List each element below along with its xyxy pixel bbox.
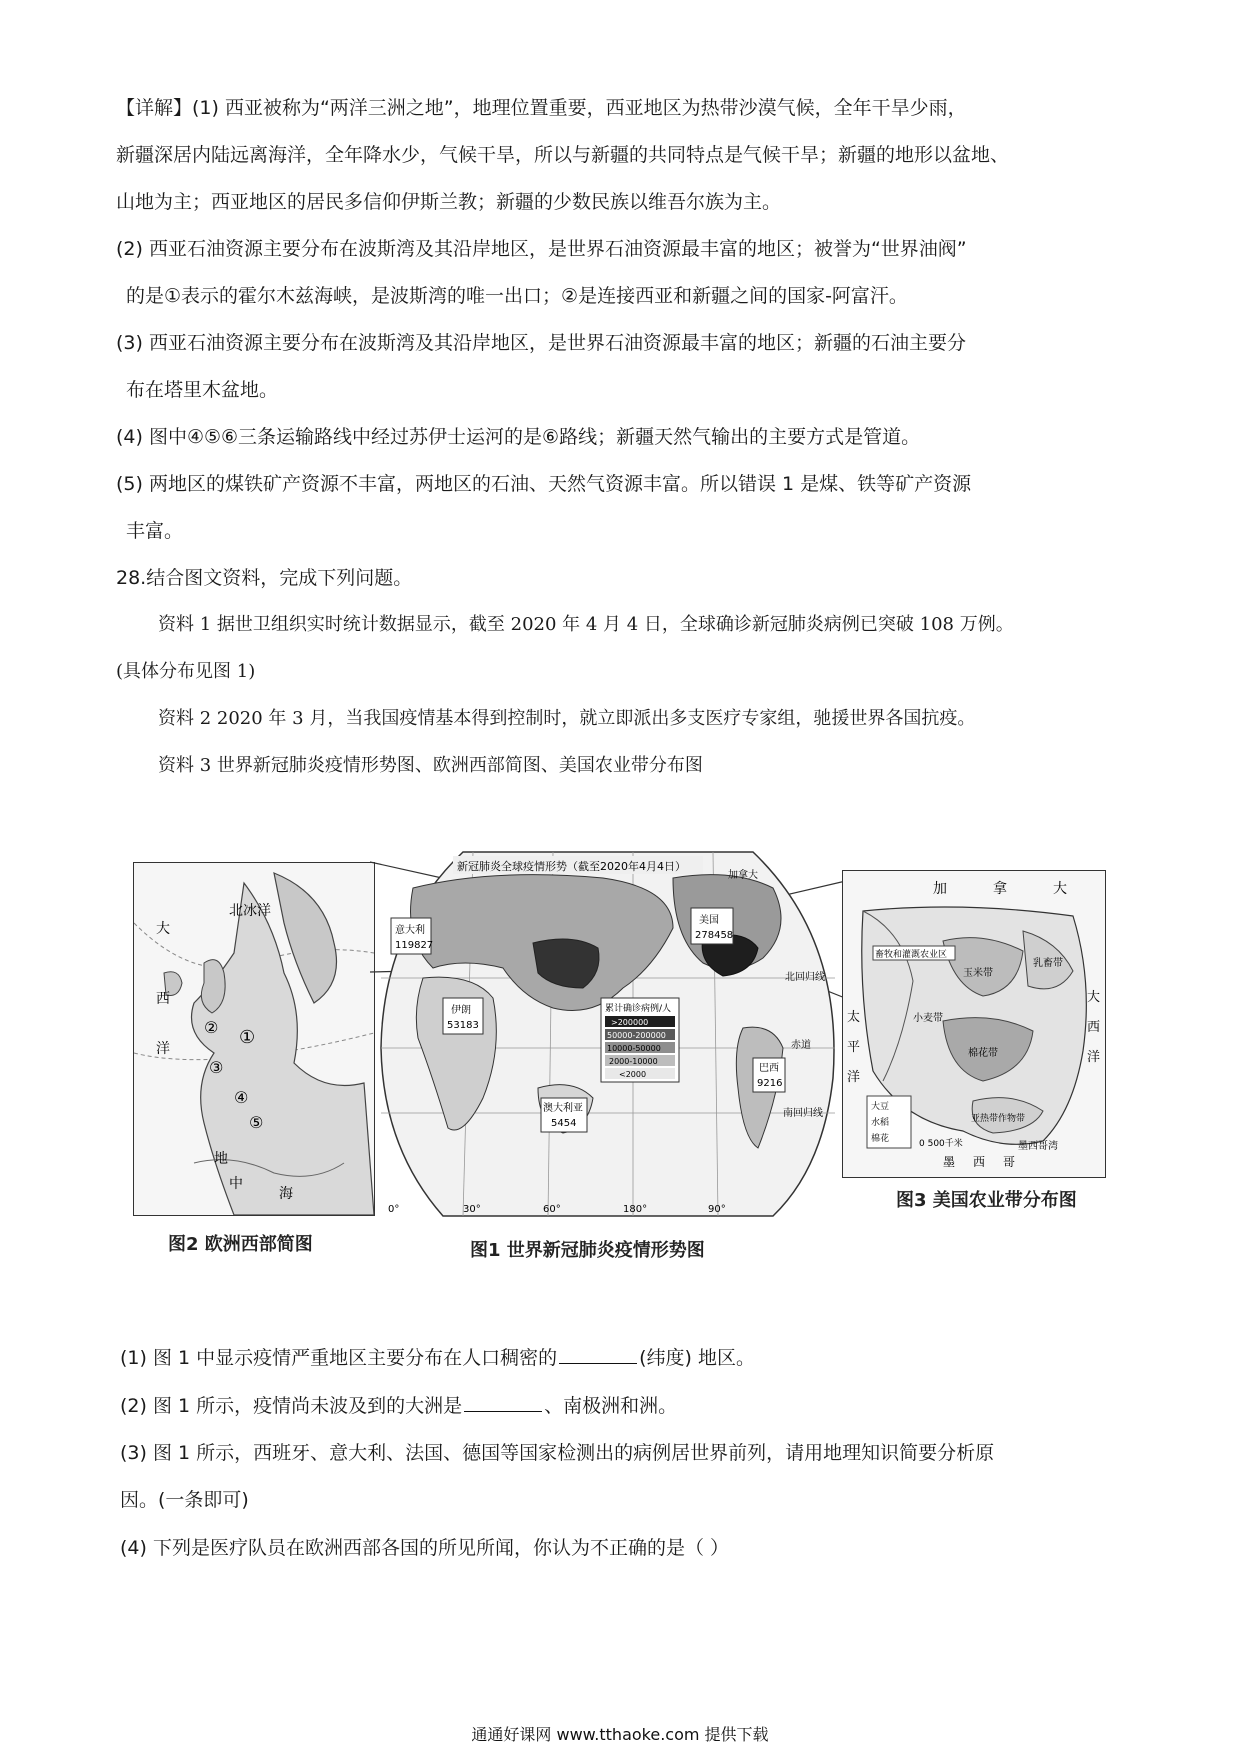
question-1-part-a: (1) 图 1 中显示疫情严重地区主要分布在人口稠密的 [120,1347,558,1369]
detail-line-10: 丰富。 [126,520,184,542]
world-map-caption: 图1 世界新冠肺炎疫情形势图 [470,1240,705,1261]
usa-label-canada-3: 大 [1053,881,1067,897]
legend-title: 累计确诊病例/人 [605,1004,672,1014]
label-equator: 赤道 [791,1040,811,1051]
callout-usa-value: 278458 [695,930,734,941]
usa-agri-map [842,870,1106,1178]
question-2-blank[interactable] [464,1393,542,1412]
legend-item-3: 10000-50000 [607,1044,661,1053]
europe-label-med-3: 海 [279,1186,293,1202]
world-map-graphic [373,848,843,1228]
detail-line-5: 的是①表示的霍尔木兹海峡，是波斯湾的唯一出口；②是连接西亚和新疆之间的国家-阿富汗。 [126,285,908,307]
question-1-part-b: (纬度) 地区。 [639,1347,755,1369]
europe-map-caption: 图2 欧洲西部简图 [168,1234,313,1255]
usa-label-canada-1: 加 [933,881,947,897]
europe-label-arctic: 北冰洋 [229,903,271,919]
question-2-part-b: 、南极洲和洲。 [544,1395,678,1417]
usa-legend-soybean: 大豆 [871,1102,890,1112]
detail-line-7: 布在塔里木盆地。 [126,379,279,401]
europe-label-atlantic-3: 洋 [156,1041,170,1057]
material-3: 资料 3 世界新冠肺炎疫情形势图、欧洲西部简图、美国农业带分布图 [158,755,703,776]
usa-label-mexico-3: 哥 [1003,1155,1016,1169]
question-1 [120,1345,755,1370]
usa-zone-subtropical: 亚热带作物带 [971,1114,1026,1124]
material-2: 资料 2 2020 年 3 月，当我国疫情基本得到控制时，就立即派出多支医疗专家组，驰援世界各国抗疫。 [158,708,976,729]
usa-label-pacific-3: 洋 [847,1070,861,1085]
usa-zone-cotton: 棉花带 [968,1048,998,1059]
callout-australia-value: 5454 [551,1118,577,1129]
callout-brazil-name: 巴西 [759,1063,779,1074]
question-3-line-2: 因。(一条即可) [120,1489,249,1511]
usa-legend-rice: 水稻 [871,1118,890,1128]
europe-marker-3: ③ [209,1058,224,1077]
europe-label-atlantic-1: 大 [156,921,170,937]
question-2-part-a: (2) 图 1 所示，疫情尚未波及到的大洲是 [120,1395,463,1417]
page-footer: 通通好课网 www.tthaoke.com 提供下载 [471,1725,769,1744]
legend-item-4: 2000-10000 [609,1057,658,1066]
lon-label-4: 90° [708,1204,726,1215]
label-tropic-north: 北回归线 [785,972,825,983]
callout-brazil-value: 9216 [757,1078,783,1089]
usa-legend-cotton: 棉花 [871,1134,890,1144]
world-map [373,848,843,1228]
callout-australia-name: 澳大利亚 [543,1103,583,1114]
usa-label-atlantic-1: 大 [1087,990,1101,1005]
legend-item-1: >200000 [611,1018,649,1027]
usa-zone-wheat: 小麦带 [913,1013,943,1024]
detail-line-4: (2) 西亚石油资源主要分布在波斯湾及其沿岸地区，是世界石油资源最丰富的地区；被誉为“世界油阀” [116,238,967,260]
callout-italy-value: 119827 [395,940,434,951]
world-map-title: 新冠肺炎全球疫情形势（截至2020年4月4日） [457,860,686,873]
europe-label-med-2: 中 [229,1176,243,1192]
usa-label-mexico-2: 西 [973,1155,986,1169]
europe-marker-1: ① [239,1027,256,1048]
detail-line-2: 新疆深居内陆远离海洋，全年降水少，气候干旱，所以与新疆的共同特点是气候干旱；新疆的地形以盆地、 [116,144,1010,166]
callout-iran-value: 53183 [447,1020,479,1031]
legend-item-5: <2000 [619,1070,647,1079]
material-1: 资料 1 据世卫组织实时统计数据显示，截至 2020 年 4 月 4 日，全球确诊新冠肺炎病例已突破 108 万例。 [158,614,1014,635]
europe-label-med-1: 地 [214,1151,228,1167]
callout-usa-name: 美国 [699,915,719,926]
detail-line-1: 【详解】(1) 西亚被称为“两洋三洲之地”，地理位置重要，西亚地区为热带沙漠气候，全年干旱少雨， [116,97,967,119]
question-28-title: 28.结合图文资料，完成下列问题。 [116,567,413,589]
detail-line-6: (3) 西亚石油资源主要分布在波斯湾及其沿岸地区，是世界石油资源最丰富的地区；新疆的石油主要分 [116,332,966,354]
detail-line-3: 山地为主；西亚地区的居民多信仰伊斯兰教；新疆的少数民族以维吾尔族为主。 [116,191,782,213]
europe-marker-4: ④ [234,1088,249,1107]
legend-item-2: 50000-200000 [607,1031,666,1040]
lon-label-5: 0° [388,1204,400,1215]
lon-label-3: 180° [623,1204,648,1215]
detail-line-8: (4) 图中④⑤⑥三条运输路线中经过苏伊士运河的是⑥路线；新疆天然气输出的主要方式是管道。 [116,426,921,448]
usa-label-atlantic-3: 洋 [1087,1050,1101,1065]
usa-label-pacific-1: 太 [847,1010,861,1025]
usa-agri-map-graphic [843,871,1105,1177]
callout-canada: 加拿大 [728,870,758,881]
usa-zone-dairy: 乳畜带 [1033,958,1063,969]
usa-label-pacific-2: 平 [847,1040,861,1055]
question-2 [120,1393,677,1418]
detail-line-9: (5) 两地区的煤铁矿产资源不丰富，两地区的石油、天然气资源丰富。所以错误 1 是煤、铁等矿产资源 [116,473,972,495]
usa-label-atlantic-2: 西 [1087,1020,1101,1035]
material-1-note: (具体分布见图 1) [116,661,256,682]
europe-label-atlantic-2: 西 [156,991,170,1007]
lon-label-2: 60° [543,1204,561,1215]
usa-agri-map-caption: 图3 美国农业带分布图 [896,1190,1077,1211]
label-tropic-south: 南回归线 [783,1108,823,1119]
usa-zone-ranching: 畜牧和灌溉农业区 [875,950,948,960]
callout-italy-name: 意大利 [395,925,425,936]
question-1-blank[interactable] [559,1345,637,1364]
lon-label-1: 30° [463,1204,481,1215]
europe-marker-2: ② [204,1018,219,1037]
question-4: (4) 下列是医疗队员在欧洲西部各国的所见所闻，你认为不正确的是（ ） [120,1537,729,1559]
callout-iran-name: 伊朗 [451,1005,471,1016]
usa-zone-corn: 玉米带 [963,968,993,979]
usa-label-gulf: 墨西哥湾 [1018,1141,1058,1152]
question-3-line-1: (3) 图 1 所示，西班牙、意大利、法国、德国等国家检测出的病例居世界前列，请用地理知识简要分析原 [120,1442,995,1464]
europe-marker-5: ⑤ [249,1113,264,1132]
usa-scale: 0 500千米 [919,1139,963,1149]
usa-label-mexico-1: 墨 [943,1155,956,1169]
usa-label-canada-2: 拿 [993,881,1007,897]
